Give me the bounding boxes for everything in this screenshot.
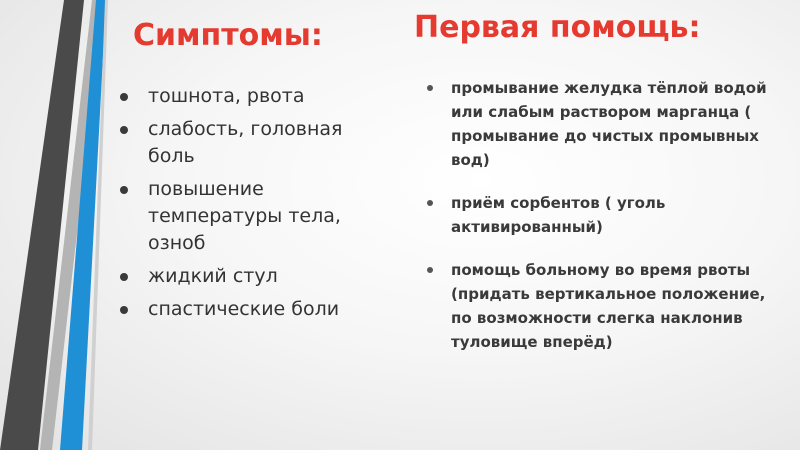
list-item: [451, 76, 771, 172]
list-item: [148, 176, 388, 257]
list-item-text: повышение температуры тела, озноб: [148, 178, 341, 254]
bullet-icon: [120, 126, 128, 134]
list-item: [451, 191, 771, 239]
bullet-icon: [120, 93, 128, 101]
list-item: [148, 296, 388, 323]
bullet-icon: [120, 186, 128, 194]
first-aid-list: [451, 76, 771, 354]
symptoms-list: [148, 83, 388, 323]
list-item-text: приём сорбентов ( уголь активированный): [451, 194, 666, 236]
list-item-text: спастические боли: [148, 298, 340, 320]
bullet-icon: [427, 200, 433, 206]
symptoms-title: Симптомы:: [133, 18, 323, 53]
list-item: [148, 83, 388, 110]
bullet-icon: [120, 306, 128, 314]
list-item-text: тошнота, рвота: [148, 85, 305, 107]
bullet-icon: [427, 267, 433, 273]
list-item-text: слабость, головная боль: [148, 118, 343, 167]
first-aid-title: Первая помощь:: [414, 10, 701, 45]
bullet-icon: [427, 85, 433, 91]
list-item-text: промывание желудка тёплой водой или слабым раствором марганца ( промывание до чистых промывных вод): [451, 79, 767, 169]
list-item: [148, 116, 388, 170]
list-item-text: помощь больному во время рвоты (придать вертикальное положение, по возможности слегка наклонив туловище вперёд): [451, 261, 766, 351]
list-item: [148, 263, 388, 290]
list-item: [451, 258, 771, 354]
bullet-icon: [120, 273, 128, 281]
list-item-text: жидкий стул: [148, 265, 278, 287]
